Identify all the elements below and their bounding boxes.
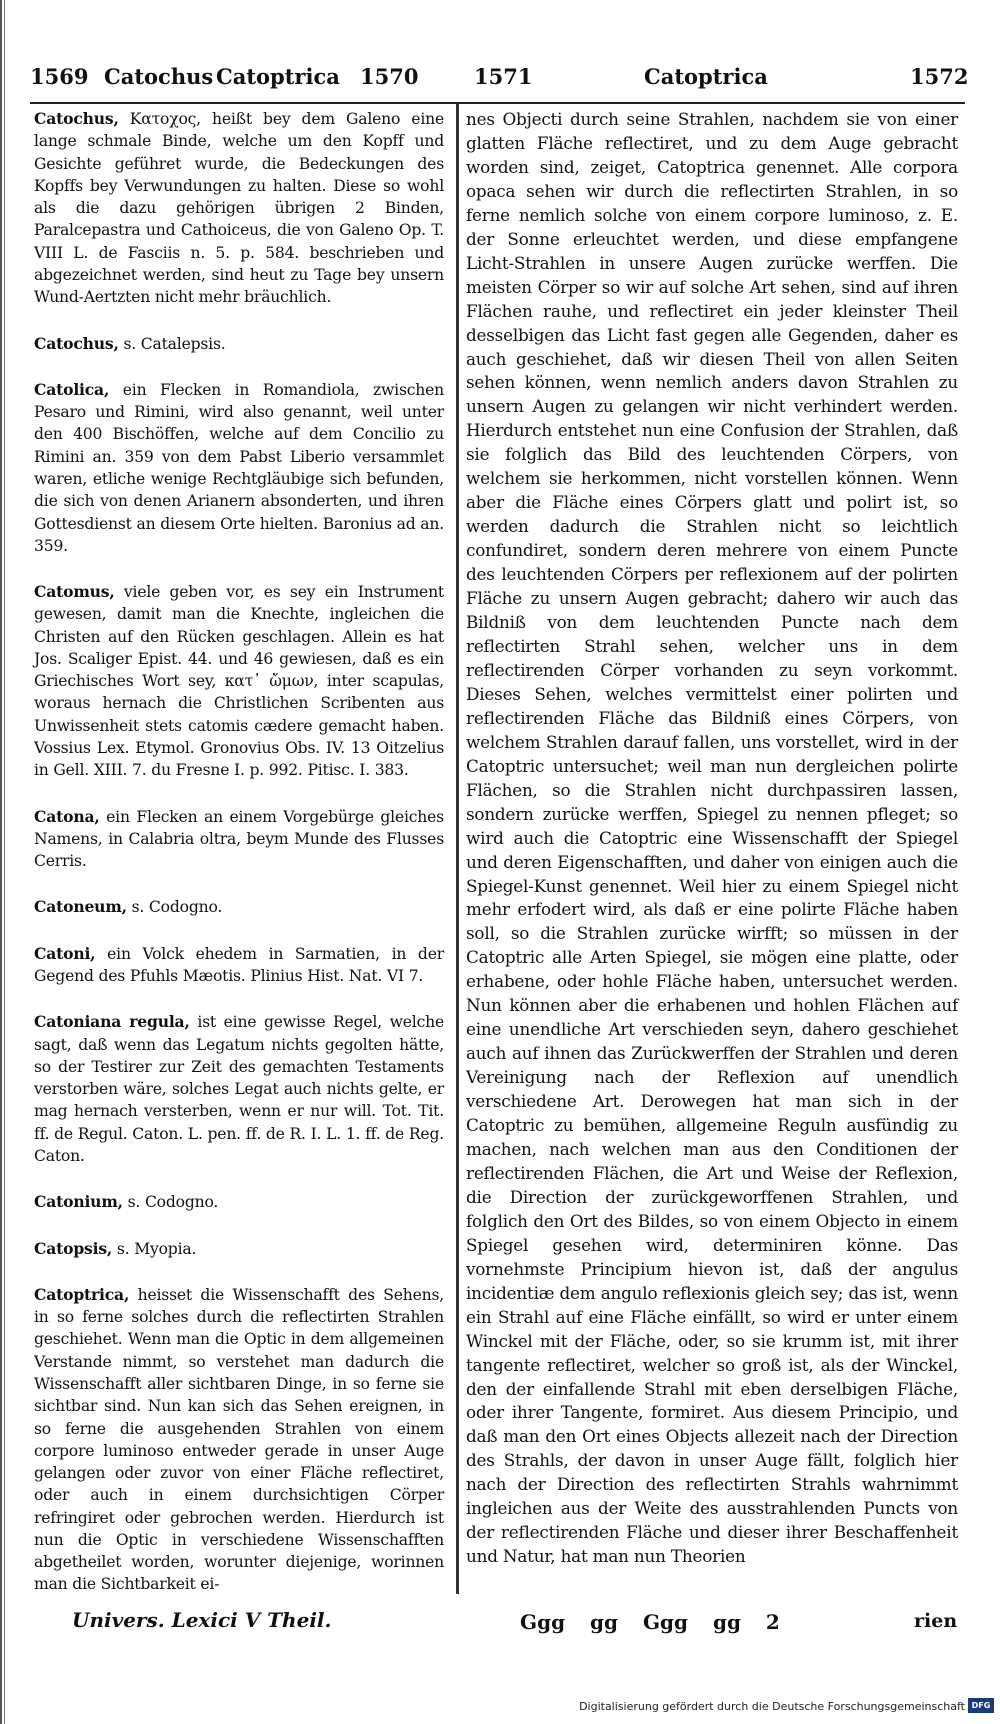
entry-catoptrica-continued [466,108,958,1569]
running-header [30,58,969,98]
lemma: Catolica, [34,379,110,399]
lemma: Catona, [34,806,100,826]
entry-catolica [34,379,444,557]
right-column [466,108,958,1569]
entry-text: s. Codogno. [131,898,223,917]
entry-text: Κατοχος, heißt bey dem Galeno eine lange schmale Binde, welche um den Kopff und Gesichte geführet wurde, die Bedeckungen des Kopffs bey Verwundungen zu halten. Diese so wohl als die dazu gehörigen übrigen 2 Binden, Paralcepastra und Cathoiceus, die von Galeno Op. T. VIII L. de Fasciis n. 5. p. 584. beschrieben und abgezeichnet werden, sind heut zu Tage bey unsern Wund-Aertzten nicht mehr bräuchlich. [34,110,444,307]
entry-text: ein Volck ehedem in Sarmatien, in der Gegend des Pfuhls Mæotis. Plinius Hist. Nat. VI 7. [34,944,444,985]
entry-catoniana-regula [34,1011,444,1167]
lemma: Catopsis, [34,1238,113,1258]
entry-text: heisset die Wissenschafft des Sehens, in so ferne solches durch die reflectirten Strahlen geschiehet. Wenn man die Optic in dem allgemeinen Verstande nimmt, so verstehet man dadurch die Wissenschafft aller sichtbaren Dinge, in so ferne sie sichtbar sind. Nun kan sich das Sehen ereignen, in so ferne die ausgehenden Strahlen von einem corpore luminoso entweder gerade in unser Auge gelangen oder zuvor von einer Fläche reflectiret, oder auch in einem durchsichtigen Cörper refringiret oder gebrochen werden. Hierdurch ist nun die Optic in verschiedene Wissenschafften abgetheilet worden, worunter diejenige, worinnen man die Sichtbarkeit ei- [34,1285,444,1594]
lemma: Catoni, [34,943,96,963]
left-column [34,108,444,1596]
entry-text: s. Codogno. [127,1193,219,1212]
catchword: rien [914,1610,958,1632]
lemma: Catochus, [34,333,119,353]
right-page-number: 1572 [910,64,969,89]
column-divider [456,104,459,1594]
entry-text: s. Myopia. [116,1239,197,1258]
entry-catoptrica [34,1284,444,1596]
left-keyword-1: Catochus [104,64,214,89]
lemma: Catomus, [34,582,115,602]
signature-line: Univers. Lexici V Theil. [72,1608,332,1632]
dfg-logo: DFG [968,1698,994,1713]
lemma: Catoptrica, [34,1284,130,1304]
lemma: Catonium, [34,1192,123,1212]
right-column-number: 1571 [474,64,533,89]
entry-catoni [34,943,444,988]
left-column-number: 1570 [360,64,419,89]
right-keyword: Catoptrica [644,64,768,89]
entry-catopsis [34,1238,444,1260]
signature-marks: Ggg gg Ggg gg 2 [520,1610,780,1634]
entry-text: s. Catalepsis. [123,334,226,353]
entry-text: ein Flecken in Romandiola, zwischen Pesaro und Rimini, wird also genannt, weil unter den 400 Bischöffen, welche auf dem Concilio zu Rimini an. 359 von dem Pabst Liberio versammlet waren, etliche wenige Rechtgläubige sich befunden, die sich von denen Arianern absonderten, und ihren Gottesdienst an diesem Orte hielten. Baronius ad an. 359. [34,380,445,555]
left-keyword-2: Catoptrica [216,64,340,89]
left-page-number: 1569 [30,64,89,89]
entry-catonium [34,1191,444,1213]
entry-text: viele geben vor, es sey ein Instrument gewesen, damit man die Knechte, ingleichen die Christen auf den Rücken geschlagen. Allein es hat Jos. Scaliger Epist. 44. und 46 gewiesen, daß es ein Griechisches Wort sey, κατ᾽ ὤμων, inter scapulas, woraus hernach die Christlichen Scribenten aus Unwissenheit stets catomis cædere gemacht haben. Vossius Lex. Etymol. Gronovius Obs. IV. 13 Oitzelius in Gell. XIII. 7. du Fresne I. p. 992. Pitisc. I. 383. [34,583,444,780]
entry-catomus [34,581,444,782]
lemma: Catochus, [34,109,119,128]
page-edge [0,0,10,1724]
entry-catona [34,806,444,873]
entry-catochus-ref [34,333,444,355]
lemma: Catoniana regula, [34,1012,190,1032]
entry-catochus [34,108,444,309]
header-rule [30,102,965,104]
entry-text: nes Objecti durch seine Strahlen, nachdem sie von einer glatten Fläche reflectiret, und zu dem Auge gebracht worden sind, zeiget, Catoptrica genennet. Alle corpora opaca sehen wir durch die reflectirten Strahlen, in so ferne nemlich solche von einem corpore luminoso, z. E. der Sonne erleuchtet werden, und diese empfangene Licht-Strahlen in unsere Augen zurücke werffen. Die meisten Cörper so wir auf solche Art sehen, sind auf ihren Flächen rauhe, und reflectiret ein jeder kleinster Theil desselbigen das Licht fast gegen alle Gegenden, daher es auch geschiehet, daß wir diesen Theil von allen Seiten sehen können, wenn nemlich anders davon Strahlen zu unsern Augen zu gelangen wir nicht verhindert werden. Hierdurch entstehet nun eine Confusion der Strahlen, daß sie folglich das Bild des leuchtenden Cörpers, von welchem sie herkommen, nicht vorstellen können. Wenn aber die Fläche eines Cörpers glatt und polirt ist, so werden dadurch die Strahlen nicht so leichtlich confundiret, sondern deren mehrere von einem Puncte des leuchtenden Cörpers per reflexionem auf der polirten Fläche zu unsern Augen gebracht; dahero wir auch das Bildniß von dem leuchtenden Puncte nach dem reflectirten Strahl sehen, welcher uns in dem reflectirenden Cörper vorhanden zu seyn vorkommt. Dieses Sehen, welches vermittelst einer polirten und reflectirenden Fläche das Bildniß eines Cörpers, von welchem Strahlen darauf fallen, uns vorstellet, wird in der Catoptric untersuchet; weil man nun dergleichen polirte Flächen, so die Strahlen nicht durchpassiren lassen, sondern zurücke werffen, Spiegel zu nennen pfleget; so wird auch die Catoptric eine Wissenschafft der Spiegel und deren Eigenschafften, und daher von einigen auch die Spiegel-Kunst genennet. Weil hier zu einem Spiegel nicht mehr erfodert wird, als daß er eine polirte Fläche haben soll, so die Strahlen zurücke wirfft; so müssen in der Catoptric alle Arten Spiegel, sie mögen eine platte, oder erhabene, oder hohle Fläche haben, untersuchet werden. Nun können aber die erhabenen und hohlen Flächen auf eine unendliche Art verschieden seyn, dahero geschiehet auch auf ihnen das Zurückwerffen der Strahlen und deren Vereinigung nach der Reflexion auf unendlich verschiedene Art. Derowegen hat man sich in der Catoptric zu bemühen, allgemeine Reguln ausfündig zu machen, nach welchen man aus den Conditionen der reflectirenden Flächen, die Art und Weise der Reflexion, die Direction der zurückgeworffenen Strahlen, und folglich den Ort des Bildes, so von einem Objecto in einem Spiegel gesehen wird, determiniren könne. Das vornehmste Principium hievon ist, daß der angulus incidentiæ dem angulo reflexionis gleich sey; das ist, wenn ein Strahl auf eine Fläche einfällt, so wird er unter einem Winckel mit der Fläche, oder, so sie krumm ist, mit ihrer tangente reflectiret, welcher so groß ist, als der Winckel, den der einfallende Strahl mit eben derselbigen Fläche, oder ihrer Tangente, formiret. Aus diesem Principio, und daß man den Ort eines Objects allezeit nach der Direction des Strahls, der davon in unser Auge fällt, folglich hier nach der Direction des reflectirten Strahls wahrnimmt ingleichen aus der Weite des ausstrahlenden Puncts von der reflectirenden Fläche und dieser ihrer Beschaffenheit und Natur, hat man nun Theorien [466,109,958,1567]
entry-catoneum [34,896,444,918]
entry-text: ist eine gewisse Regel, welche sagt, daß wenn das Legatum nichts gegolten hätte, so der Testirer zur Zeit des gemachten Testaments verstorben wäre, solches Legat auch nichts gelte, er mag hernach versterben, wenn er nur will. Tot. Tit. ff. de Regul. Caton. L. pen. ff. de R. I. L. 1. ff. de Reg. Caton. [34,1013,444,1165]
digitization-credit: Digitalisierung gefördert durch die Deutsche Forschungsgemeinschaft [579,1700,965,1713]
entry-text: ein Flecken an einem Vorgebürge gleiches Namens, in Calabria oltra, beym Munde des Flusses Cerris. [34,807,444,871]
lemma: Catoneum, [34,897,127,917]
